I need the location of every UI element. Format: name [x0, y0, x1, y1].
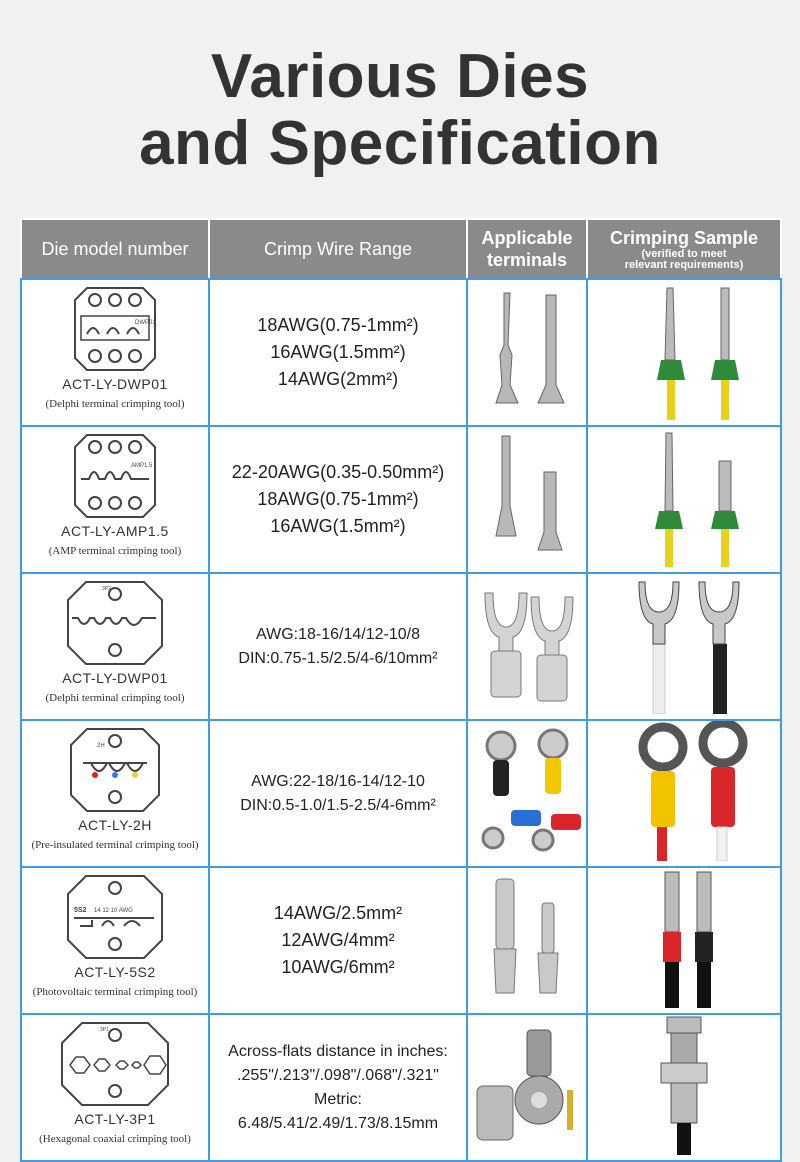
bnc-connector-icon — [471, 1020, 583, 1150]
svg-text:AMP1.5: AMP1.5 — [131, 463, 153, 469]
page-title-line1: Various Dies — [210, 42, 590, 111]
crimp-sample-icon — [609, 721, 759, 861]
table-row — [21, 279, 781, 426]
die-diagram-icon — [66, 874, 164, 960]
header-die-model: Die model number — [21, 219, 209, 279]
table-row — [21, 1014, 781, 1161]
die-diagram-icon — [60, 1021, 170, 1107]
die-note: (Delphi terminal crimping tool) — [45, 692, 185, 704]
die-cell — [21, 1014, 209, 1161]
svg-text:DWP01: DWP01 — [135, 320, 156, 326]
table-row — [21, 720, 781, 867]
die-diagram-icon — [73, 286, 157, 372]
terminal-image — [467, 867, 587, 1014]
die-model-label: ACT-LY-DWP01 — [62, 376, 168, 392]
die-model-label: ACT-LY-5S2 — [74, 964, 156, 980]
terminal-image — [467, 1014, 587, 1161]
terminal-image — [467, 426, 587, 573]
pin-terminal-icon — [472, 285, 582, 415]
die-model-label: ACT-LY-2H — [78, 817, 152, 833]
crimp-range-cell: 22-20AWG(0.35-0.50mm²) 18AWG(0.75-1mm²) 16AWG(1.5mm²) — [209, 426, 467, 573]
crimp-sample-icon — [609, 574, 759, 714]
sample-image — [587, 426, 781, 573]
sample-image — [587, 279, 781, 426]
crimp-range-cell: AWG:18-16/14/12-10/8 DIN:0.75-1.5/2.5/4-6/10mm² — [209, 573, 467, 720]
svg-text:14 12 10 AWG: 14 12 10 AWG — [94, 908, 133, 914]
die-cell — [21, 279, 209, 426]
crimp-sample-icon — [609, 1015, 759, 1155]
pin-terminal-icon — [472, 432, 582, 562]
table-row — [21, 867, 781, 1014]
fork-terminal-icon — [471, 579, 583, 709]
page-title-line2: and Specification — [139, 109, 661, 178]
die-model-label: ACT-LY-AMP1.5 — [61, 523, 169, 539]
ring-terminal-icon — [471, 726, 583, 856]
header-sample: Crimping Sample (verified to meet relevant requirements) — [587, 219, 781, 279]
die-diagram-icon — [66, 580, 164, 666]
crimp-range-cell: 18AWG(0.75-1mm²) 16AWG(1.5mm²) 14AWG(2mm²) — [209, 279, 467, 426]
terminal-image — [467, 720, 587, 867]
die-note: (Delphi terminal crimping tool) — [45, 398, 185, 410]
table-row — [21, 573, 781, 720]
die-cell — [21, 867, 209, 1014]
svg-text:3P1: 3P1 — [100, 1027, 109, 1033]
crimp-sample-icon — [609, 280, 759, 420]
die-model-label: ACT-LY-DWP01 — [62, 670, 168, 686]
crimp-range-cell: AWG:22-18/16-14/12-10 DIN:0.5-1.0/1.5-2.5/4-6mm² — [209, 720, 467, 867]
crimp-sample-icon — [609, 427, 759, 567]
die-note: (AMP terminal crimping tool) — [48, 545, 182, 557]
spec-table — [20, 218, 782, 1162]
die-note: (Photovoltaic terminal crimping tool) — [32, 986, 198, 998]
header-row — [21, 219, 781, 279]
header-terminals: Applicable terminals — [467, 219, 587, 279]
svg-text:2H: 2H — [97, 743, 105, 749]
die-note: (Hexagonal coaxial crimping tool) — [39, 1133, 191, 1145]
table-row — [21, 426, 781, 573]
svg-text:5S2: 5S2 — [74, 907, 87, 914]
svg-text:3P2: 3P2 — [102, 586, 111, 592]
terminal-image — [467, 573, 587, 720]
crimp-range-cell: 14AWG/2.5mm² 12AWG/4mm² 10AWG/6mm² — [209, 867, 467, 1014]
crimp-range-cell: Across-flats distance in inches: .255"/.213"/.098"/.068"/.321" Metric: 6.48/5.41/2.49/1.73/8.15mm — [209, 1014, 467, 1161]
die-cell — [21, 573, 209, 720]
die-note: (Pre-insulated terminal crimping tool) — [31, 839, 199, 851]
crimp-sample-icon — [609, 868, 759, 1008]
die-cell — [21, 720, 209, 867]
die-diagram-icon — [73, 433, 157, 519]
die-cell — [21, 426, 209, 573]
sample-image — [587, 1014, 781, 1161]
pv-terminal-icon — [472, 873, 582, 1003]
sample-image — [587, 867, 781, 1014]
die-diagram-icon — [69, 727, 161, 813]
sample-image — [587, 573, 781, 720]
sample-image — [587, 720, 781, 867]
die-model-label: ACT-LY-3P1 — [74, 1111, 156, 1127]
header-crimp-range: Crimp Wire Range — [209, 219, 467, 279]
terminal-image — [467, 279, 587, 426]
